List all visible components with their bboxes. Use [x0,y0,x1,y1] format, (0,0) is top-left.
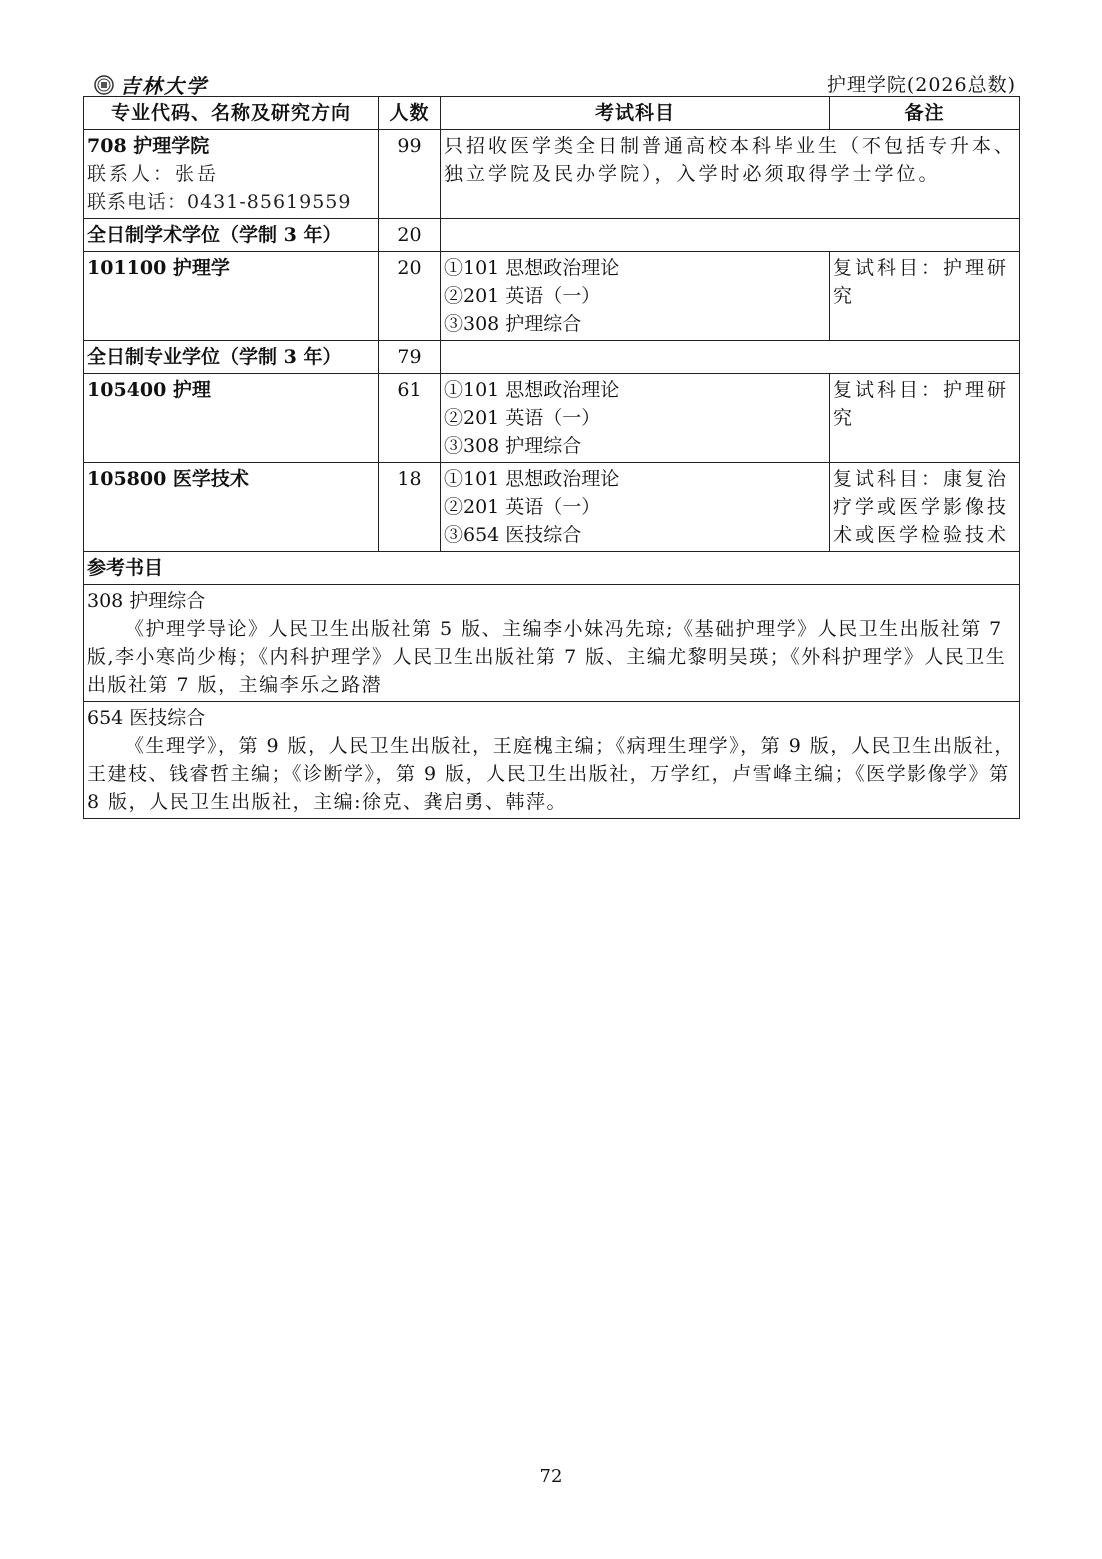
page-number: 72 [539,1466,563,1487]
major-remark: 复试科目：护理研究 [830,252,1020,341]
major-remark: 复试科目：康复治疗学或医学影像技术或医学检验技术 [830,463,1020,552]
major-remark: 复试科目：护理研究 [830,374,1020,463]
page-header [84,66,1018,96]
college-name: 708 护理学院 [87,135,210,157]
major-name: 105400 护理 [84,374,379,463]
reference-title: 参考书目 [84,552,1020,585]
group-title: 全日制专业学位（学制 3 年） [84,341,379,374]
subject-item: ①101 思想政治理论 [444,257,620,279]
reference-subject: 654 医技综合 [87,707,206,729]
reference-title-row [84,552,1020,585]
subject-item: ③308 护理综合 [444,313,582,335]
group-empty [441,341,1020,374]
major-subjects [441,463,830,552]
major-row [84,252,1020,341]
subject-item: ②201 英语（一） [444,496,601,518]
group-row [84,341,1020,374]
reference-text: 《生理学》，第 9 版，人民卫生出版社，王庭槐主编；《病理生理学》，第 9 版，人民卫生出版社，王建枝、钱睿哲主编；《诊断学》，第 9 版，人民卫生出版社，万学红，卢雪峰主编；《医学影像学》第 8 版，人民卫生出版社，主编:徐克、龚启勇、韩萍。 [87,735,1015,813]
table-header-row [84,97,1020,130]
major-count: 18 [379,463,441,552]
reference-text: 《护理学导论》人民卫生出版社第 5 版、主编李小妹冯先琼;《基础护理学》人民卫生出版社第 7 版,李小寒尚少梅；《内科护理学》人民卫生出版社第 7 版、主编尤黎明吴瑛；《外科护理学》人民卫生出版社第 7 版，主编李乐之路潜 [87,618,1007,696]
major-row [84,374,1020,463]
reference-row [84,585,1020,702]
college-count: 99 [379,130,441,219]
contact-person: 联系人：张岳 [87,163,220,185]
major-name: 101100 护理学 [84,252,379,341]
reference-row [84,702,1020,819]
group-empty [441,219,1020,252]
major-count: 61 [379,374,441,463]
reference-cell [84,585,1020,702]
subject-item: ②201 英语（一） [444,407,601,429]
university-logo [94,70,208,99]
major-subjects [441,374,830,463]
major-name: 105800 医学技术 [84,463,379,552]
reference-cell [84,702,1020,819]
header-major: 专业代码、名称及研究方向 [84,97,379,130]
subject-item: ①101 思想政治理论 [444,379,620,401]
group-count: 20 [379,219,441,252]
university-name: 吉林大学 [120,74,208,98]
header-remark: 备注 [830,97,1020,130]
university-seal-icon [94,75,114,95]
major-count: 20 [379,252,441,341]
contact-phone: 联系电话：0431-85619559 [87,191,352,213]
header-subjects: 考试科目 [441,97,830,130]
header-count: 人数 [379,97,441,130]
major-row [84,463,1020,552]
group-title: 全日制学术学位（学制 3 年） [84,219,379,252]
college-row [84,130,1020,219]
group-row [84,219,1020,252]
subject-item: ③308 护理综合 [444,435,582,457]
admission-table [83,96,1020,819]
college-title: 护理学院(2026总数) [826,74,1016,96]
subject-item: ③654 医技综合 [444,524,582,546]
college-info [84,130,379,219]
reference-subject: 308 护理综合 [87,590,206,612]
major-subjects [441,252,830,341]
subject-item: ①101 思想政治理论 [444,468,620,490]
group-count: 79 [379,341,441,374]
subject-item: ②201 英语（一） [444,285,601,307]
college-note: 只招收医学类全日制普通高校本科毕业生（不包括专升本、独立学院及民办学院），入学时必须取得学士学位。 [441,130,1020,219]
